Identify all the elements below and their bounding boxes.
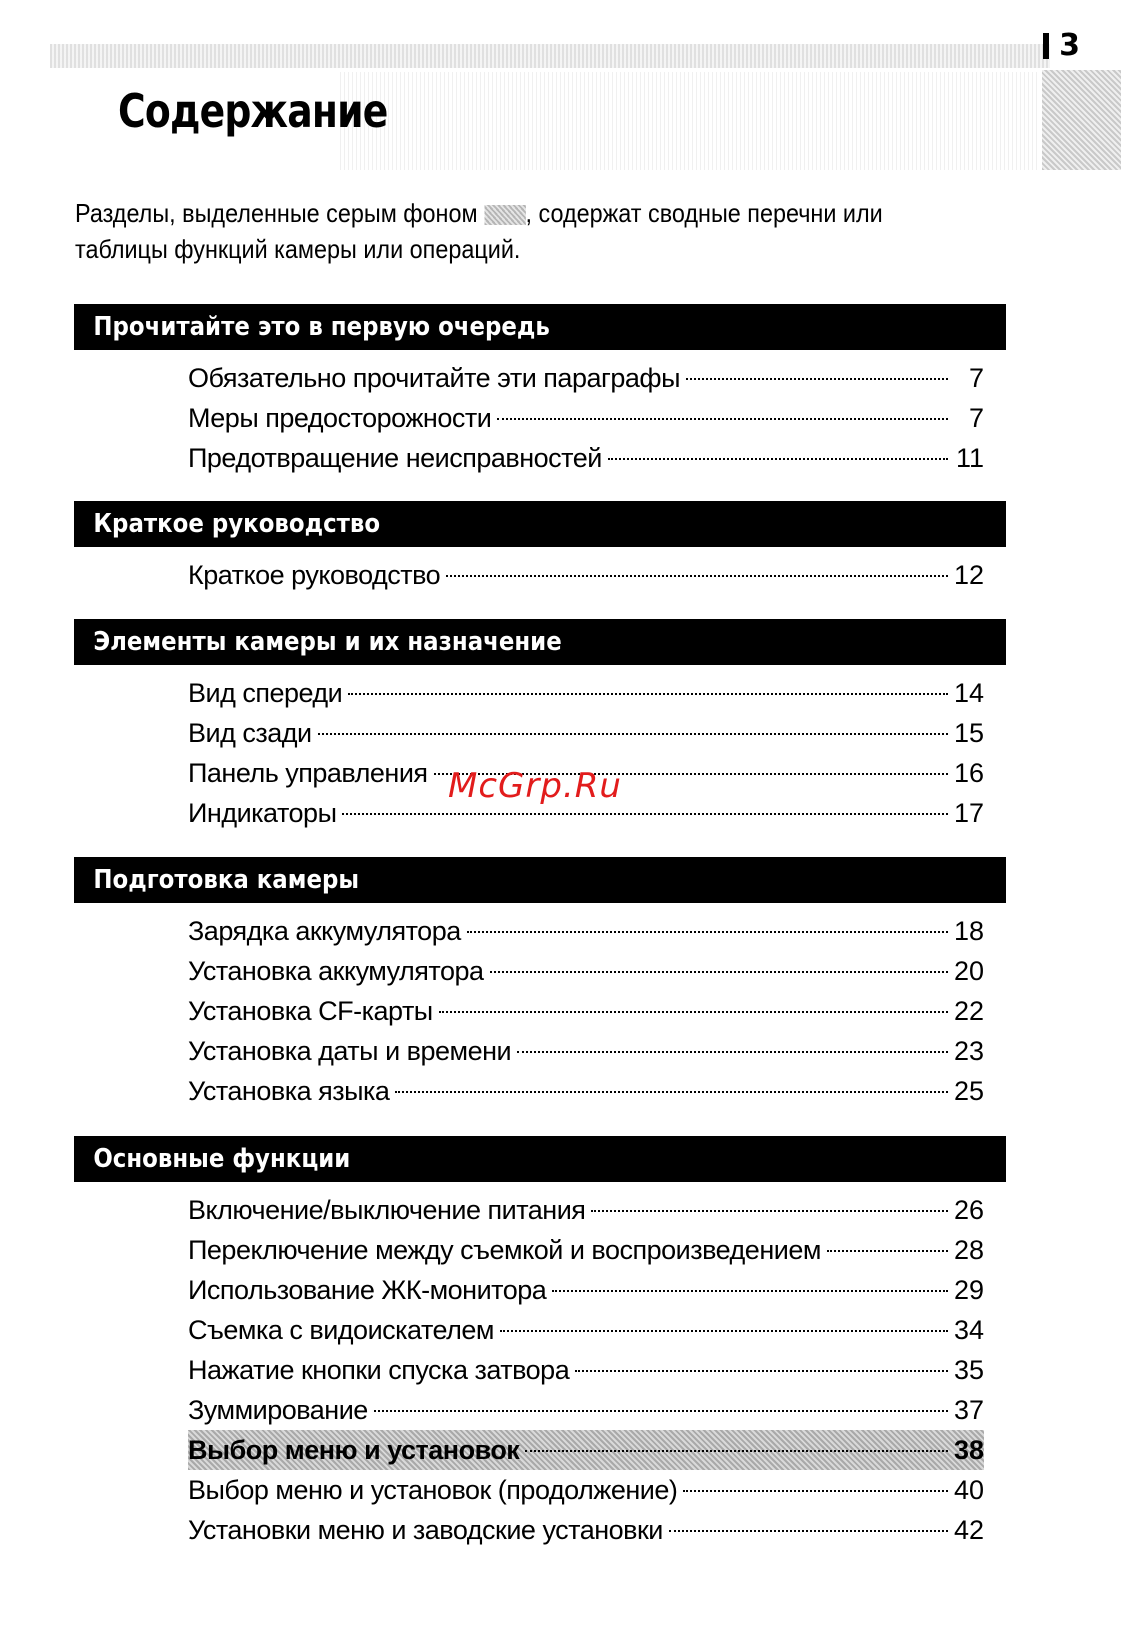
section-header (74, 857, 1006, 903)
toc-entry[interactable] (188, 1350, 984, 1390)
section-header (74, 501, 1006, 547)
intro-paragraph (75, 195, 939, 267)
toc-entry-page: 23 (953, 1036, 984, 1066)
toc-entry-page: 7 (968, 403, 984, 433)
header-pattern-block (340, 72, 1040, 170)
toc-entry-page: 18 (953, 916, 984, 946)
toc-entry[interactable] (188, 555, 984, 595)
dot-leader (827, 1250, 948, 1252)
toc-entry[interactable] (188, 1270, 984, 1310)
dot-leader (500, 1330, 948, 1332)
dot-leader (608, 458, 948, 460)
toc-entry[interactable] (188, 911, 984, 951)
dot-leader (575, 1370, 948, 1372)
section-header (74, 619, 1006, 665)
toc-entry-label: Установка аккумулятора (188, 956, 484, 986)
toc-entry-page: 29 (953, 1275, 984, 1305)
dot-leader (348, 693, 948, 695)
toc-entry-page: 25 (953, 1076, 984, 1106)
header-pattern-band (50, 44, 1050, 68)
toc-entry[interactable] (188, 1390, 984, 1430)
dot-leader (517, 1051, 948, 1053)
dot-leader (490, 971, 948, 973)
dot-leader (591, 1210, 948, 1212)
section-title: Прочитайте это в первую очередь (93, 312, 550, 342)
intro-text-end: , содержат сводные перечни или таблицы функций камеры или операций. (75, 198, 883, 264)
toc-entry-page: 26 (953, 1195, 984, 1225)
section-title: Элементы камеры и их назначение (93, 627, 562, 657)
toc-entry[interactable] (188, 1190, 984, 1230)
toc-entry-label: Вид спереди (188, 678, 343, 708)
section-title: Подготовка камеры (93, 865, 360, 895)
toc-entry[interactable] (188, 1230, 984, 1270)
dot-leader (318, 733, 948, 735)
intro-text-start: Разделы, выделенные серым фоном (75, 198, 478, 228)
toc-entry-label: Панель управления (188, 758, 428, 788)
toc-entry-highlighted[interactable] (188, 1430, 984, 1470)
toc-entry-label: Установка даты и времени (188, 1036, 512, 1066)
toc-entry-page: 7 (968, 363, 984, 393)
toc-entry-label: Индикаторы (188, 798, 337, 828)
dot-leader (552, 1290, 948, 1292)
toc-entry-label: Установка CF-карты (188, 996, 433, 1026)
toc-section (74, 304, 1006, 478)
dot-leader (374, 1410, 948, 1412)
page-marker-bar (1043, 33, 1049, 59)
toc-entry-list (188, 673, 984, 833)
toc-entry[interactable] (188, 1310, 984, 1350)
toc-entry-label: Зарядка аккумулятора (188, 916, 461, 946)
toc-entry[interactable] (188, 1031, 984, 1071)
toc-entry[interactable] (188, 951, 984, 991)
toc-entry-page: 34 (953, 1315, 984, 1345)
toc-entry-list (188, 911, 984, 1111)
toc-entry-page: 12 (953, 560, 984, 590)
toc-entry-label: Вид сзади (188, 718, 312, 748)
toc-entry-page: 38 (953, 1435, 984, 1465)
gray-background-swatch (484, 205, 525, 225)
dot-leader (525, 1450, 948, 1452)
page-title: Содержание (118, 84, 388, 138)
toc-entry[interactable] (188, 398, 984, 438)
toc-entry-label: Краткое руководство (188, 560, 441, 590)
dot-leader (395, 1091, 948, 1093)
toc-entry-page: 37 (953, 1395, 984, 1425)
toc-entry[interactable] (188, 1510, 984, 1550)
toc-entry-label: Выбор меню и установок (продолжение) (188, 1475, 678, 1505)
toc-entry-page: 35 (953, 1355, 984, 1385)
toc-entry-page: 28 (953, 1235, 984, 1265)
page-number-area (1043, 28, 1081, 63)
toc-entry-label: Предотвращение неисправностей (188, 443, 602, 473)
section-header (74, 1136, 1006, 1182)
toc-entry-page: 22 (953, 996, 984, 1026)
toc-entry-label: Установки меню и заводские установки (188, 1515, 663, 1545)
toc-entry-list (188, 1190, 984, 1550)
toc-entry-page: 42 (953, 1515, 984, 1545)
dot-leader (683, 1490, 948, 1492)
toc-entry[interactable] (188, 1470, 984, 1510)
section-header (74, 304, 1006, 350)
dot-leader (439, 1011, 948, 1013)
dot-leader (342, 813, 947, 815)
toc-entry-page: 16 (953, 758, 984, 788)
toc-entry-page: 20 (953, 956, 984, 986)
toc-section (74, 1136, 1006, 1550)
toc-entry-label: Использование ЖК-монитора (188, 1275, 547, 1305)
section-title: Основные функции (93, 1144, 351, 1174)
toc-entry-page: 40 (953, 1475, 984, 1505)
toc-entry-label: Обязательно прочитайте эти параграфы (188, 363, 680, 393)
toc-entry[interactable] (188, 991, 984, 1031)
toc-entry-label: Меры предосторожности (188, 403, 492, 433)
page-number: 3 (1059, 28, 1081, 63)
toc-entry-list (188, 358, 984, 478)
toc-section (74, 501, 1006, 595)
toc-entry-label: Включение/выключение питания (188, 1195, 586, 1225)
toc-entry-label: Нажатие кнопки спуска затвора (188, 1355, 570, 1385)
toc-entry-label: Установка языка (188, 1076, 390, 1106)
toc-entry-page: 11 (955, 443, 984, 473)
header-pattern-corner (1042, 70, 1121, 170)
toc-entry[interactable] (188, 713, 984, 753)
toc-entry-page: 14 (953, 678, 984, 708)
toc-entry-list (188, 555, 984, 595)
dot-leader (467, 931, 948, 933)
section-title: Краткое руководство (93, 509, 381, 539)
toc-entry-label: Выбор меню и установок (188, 1435, 520, 1465)
toc-entry-label: Съемка с видоискателем (188, 1315, 494, 1345)
toc-entry-page: 17 (953, 798, 984, 828)
toc-entry[interactable] (188, 673, 984, 713)
toc-entry[interactable] (188, 1071, 984, 1111)
toc-entry-label: Переключение между съемкой и воспроизведением (188, 1235, 821, 1265)
toc-entry[interactable] (188, 438, 984, 478)
toc-entry[interactable] (188, 358, 984, 398)
toc-section (74, 857, 1006, 1111)
dot-leader (686, 378, 948, 380)
toc-entry-page: 15 (953, 718, 984, 748)
dot-leader (669, 1530, 948, 1532)
dot-leader (497, 418, 948, 420)
dot-leader (446, 575, 948, 577)
watermark-text: McGrp.Ru (448, 766, 622, 806)
toc-entry-label: Зуммирование (188, 1395, 368, 1425)
